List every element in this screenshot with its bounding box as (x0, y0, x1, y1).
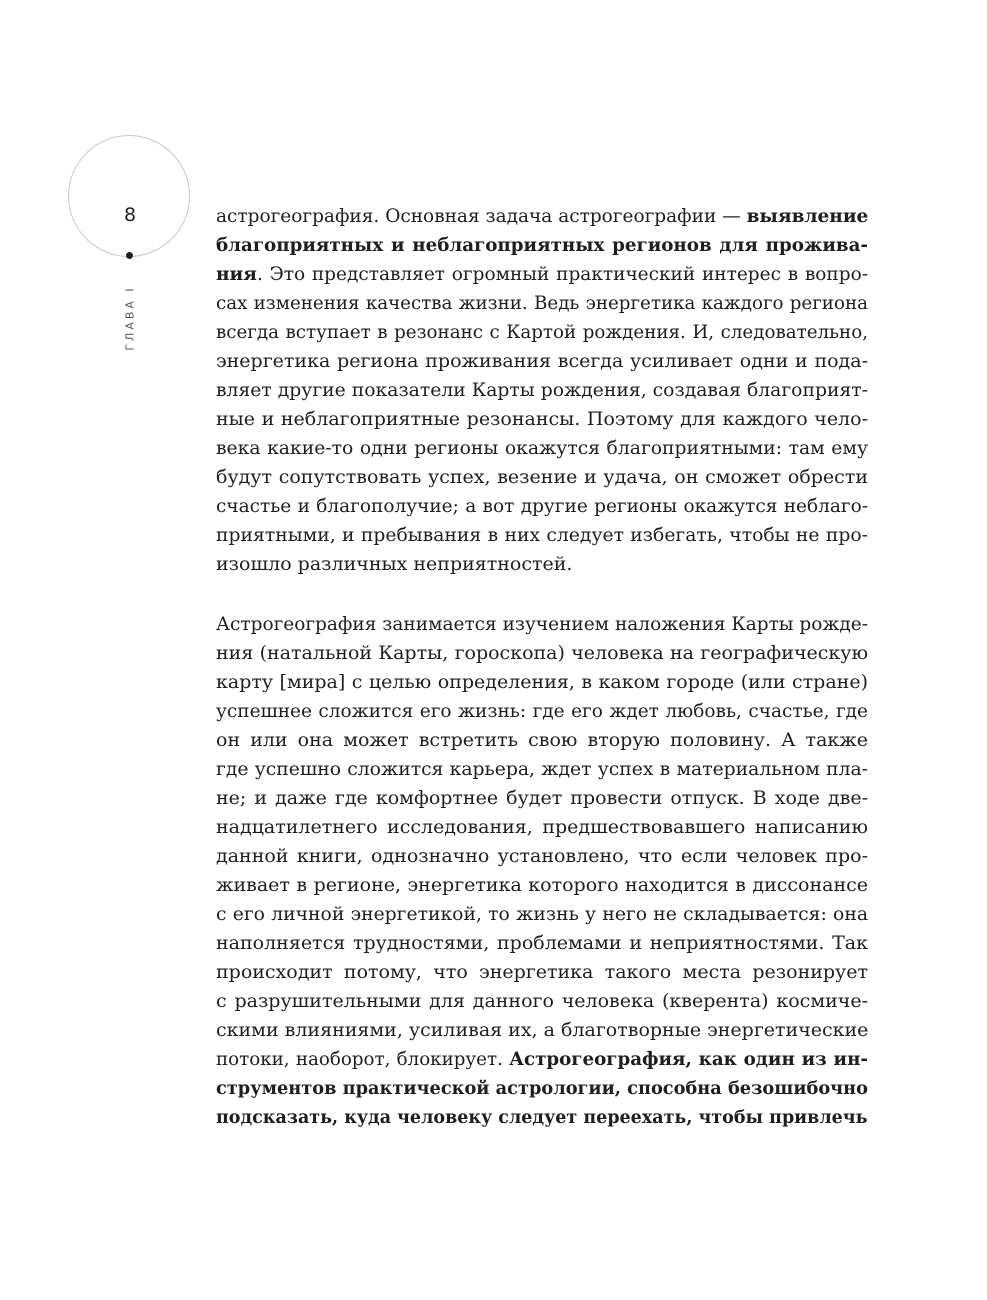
text-line (216, 842, 868, 871)
text-run: будут сопутствовать успех, везение и удача, он сможет обрести (216, 466, 868, 488)
text-run: с разрушительными для данного человека (кверента) космиче- (216, 990, 868, 1012)
text-run: он или она может встретить свою вторую половину. А также (216, 729, 868, 751)
text-line (216, 289, 868, 318)
page-number-circle (68, 135, 190, 257)
text-line (216, 697, 868, 726)
text-line (216, 376, 868, 405)
text-line (216, 726, 868, 755)
paragraph (216, 610, 868, 1133)
text-line (216, 639, 868, 668)
chapter-label: ГЛАВА I (123, 285, 137, 351)
text-run: происходит потому, что энергетика такого места резонирует (216, 961, 868, 983)
text-line (216, 405, 868, 434)
text-run: надцатилетнего исследования, предшествовавшего написанию (216, 816, 868, 838)
text-line (216, 958, 868, 987)
text-line (216, 1104, 868, 1133)
text-run: изошло различных неприятностей. (216, 553, 573, 575)
bold-text: благоприятных и неблагоприятных регионов для прожива- (216, 235, 868, 256)
text-run: данной книги, однозначно установлено, что если человек про- (216, 845, 868, 867)
text-line (216, 521, 868, 550)
text-run: всегда вступает в резонанс с Картой рождения. И, следовательно, (216, 322, 868, 343)
bold-text: ния (216, 264, 257, 285)
text-line (216, 813, 868, 842)
text-line (216, 900, 868, 929)
text-line (216, 610, 868, 639)
text-run: ния (натальной Карты, гороскопа) человека на географическую (216, 642, 868, 664)
text-line (216, 347, 868, 376)
body-text (216, 202, 868, 1133)
text-run: приятными, и пребывания в них следует избегать, чтобы не про- (216, 525, 868, 546)
bold-text: подсказать, куда человеку следует переехать, чтобы привлечь (216, 1108, 868, 1128)
text-line (216, 231, 868, 260)
text-run: вляет другие показатели Карты рождения, создавая благоприят- (216, 380, 868, 401)
bold-text: выявление (746, 206, 869, 227)
text-run: живает в регионе, энергетика которого находится в диссонансе (216, 874, 868, 896)
text-run: карту [мира] с целью определения, в каком городе (или стране) (216, 671, 868, 693)
bold-text: Астрогеография, как один из ин- (509, 1049, 869, 1070)
text-run: счастье и благополучие; а вот другие регионы окажутся неблаго- (216, 496, 868, 517)
text-run: Астрогеография занимается изучением наложения Карты рожде- (216, 614, 868, 635)
text-run: успешнее сложится его жизнь: где его ждет любовь, счастье, где (216, 701, 868, 722)
text-run: века какие-то одни регионы окажутся благоприятными: там ему (216, 438, 868, 459)
text-line (216, 755, 868, 784)
page-number: 8 (123, 204, 137, 226)
text-run: наполняется трудностями, проблемами и неприятностями. Так (216, 932, 868, 954)
bold-text: струментов практической астрологии, способна безошибочно (216, 1078, 868, 1099)
text-run: где успешно сложится карьера, ждет успех в материальном пла- (216, 759, 868, 780)
text-line (216, 318, 868, 347)
text-line (216, 987, 868, 1016)
text-line (216, 784, 868, 813)
text-run: сах изменения качества жизни. Ведь энергетика каждого региона (216, 293, 868, 314)
text-run: энергетика региона проживания всегда усиливает одни и пода- (216, 350, 868, 372)
text-run: с его личной энергетикой, то жизнь у него не складывается: она (216, 904, 868, 925)
text-line (216, 260, 868, 289)
text-line (216, 1016, 868, 1045)
text-run: . Это представляет огромный практический интерес в вопро- (256, 264, 868, 285)
text-line (216, 463, 868, 492)
text-line (216, 550, 868, 579)
text-run: ные и неблагоприятные резонансы. Поэтому для каждого чело- (216, 408, 868, 430)
text-line (216, 871, 868, 900)
paragraph (216, 202, 868, 579)
text-line (216, 668, 868, 697)
text-run: астрогеография. Основная задача астрогеографии — (216, 206, 747, 227)
text-line (216, 492, 868, 521)
text-run: не; и даже где комфортнее будет провести отпуск. В ходе две- (216, 787, 868, 809)
text-line (216, 1074, 868, 1104)
text-line (216, 202, 868, 231)
page-marker-dot (126, 252, 133, 259)
text-line (216, 929, 868, 958)
text-run: скими влияниями, усиливая их, а благотворные энергетические (216, 1019, 869, 1041)
text-run: потоки, наоборот, блокирует. (216, 1049, 510, 1070)
text-line (216, 1045, 868, 1074)
text-line (216, 434, 868, 463)
